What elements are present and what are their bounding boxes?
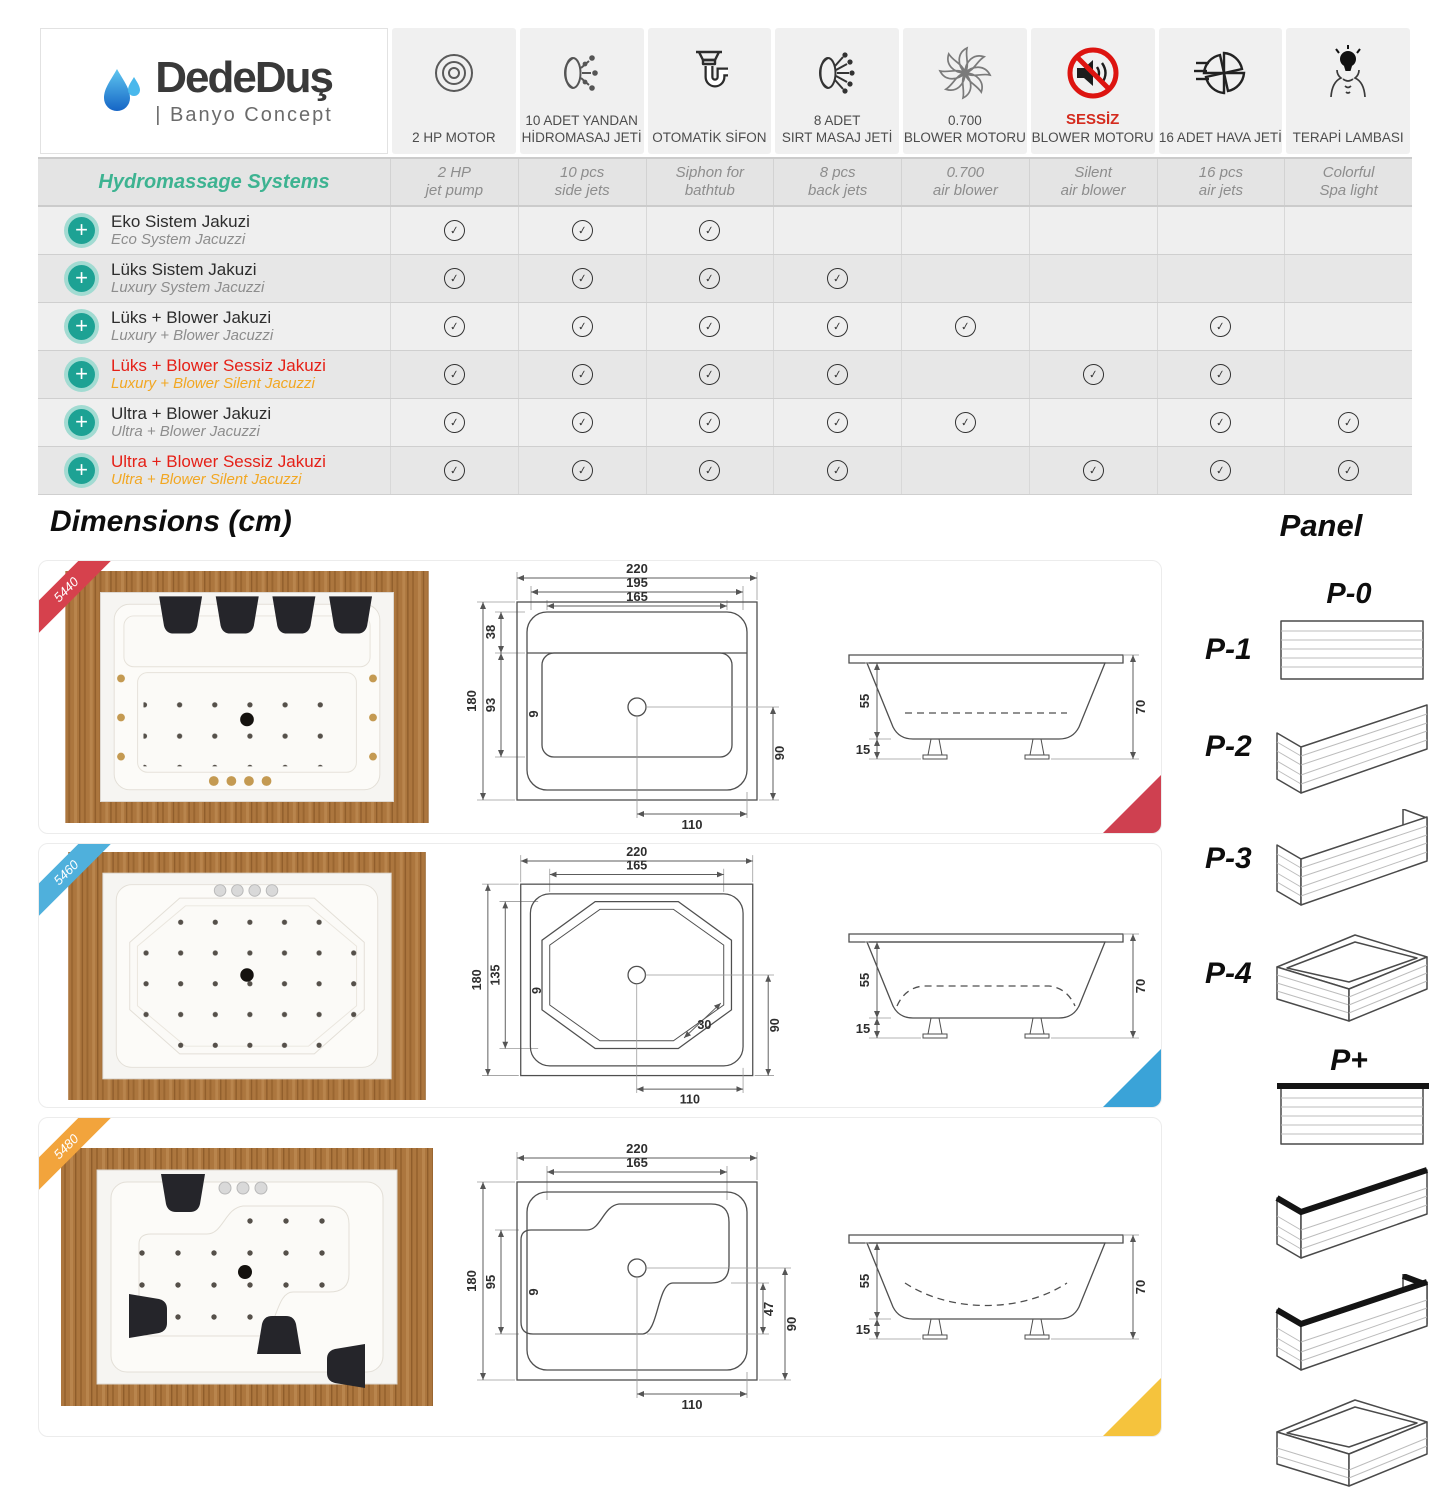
plus-icon	[68, 217, 95, 244]
brand-logo	[40, 28, 388, 154]
table-row	[38, 447, 1412, 495]
check-cell	[901, 399, 1029, 446]
svg-text:70: 70	[1133, 1279, 1148, 1295]
column-label-tr: TERAPİ LAMBASI	[1292, 130, 1404, 146]
product-subname: Ultra + Blower Jacuzzi	[111, 423, 260, 441]
check-cell	[901, 255, 1029, 302]
siphon-icon	[681, 40, 737, 106]
silent-blower-icon	[1065, 40, 1121, 106]
check-icon	[1337, 459, 1361, 483]
check-cell	[646, 255, 774, 302]
check-icon	[443, 363, 467, 387]
svg-text:15: 15	[855, 1322, 871, 1337]
check-icon	[698, 219, 722, 243]
table-row	[38, 207, 1412, 255]
panel-label-p3: P-3	[1205, 842, 1252, 875]
check-icon	[443, 411, 467, 435]
column-label-en: 2 HP jet pump	[390, 159, 518, 205]
check-cell	[390, 207, 518, 254]
panel-option-pplus-flat	[1205, 1080, 1437, 1150]
check-icon	[954, 315, 978, 339]
feature-column-spa-light	[1286, 28, 1410, 154]
panel-label-p1: P-1	[1205, 633, 1252, 666]
feature-column-silent-blower	[1031, 28, 1155, 154]
model-code-ribbon: 5480	[38, 1117, 113, 1194]
table-row	[38, 303, 1412, 351]
check-cell	[390, 303, 518, 350]
check-cell	[1157, 351, 1285, 398]
svg-text:55: 55	[857, 1273, 872, 1289]
check-icon	[698, 267, 722, 291]
column-label-tr: 16 ADET HAVA JETİ	[1158, 130, 1282, 146]
check-cell	[1029, 447, 1157, 494]
check-icon	[570, 459, 594, 483]
plus-icon	[68, 265, 95, 292]
column-label-tr: SESSİZ	[1065, 110, 1120, 128]
column-label-en: Colorful Spa light	[1284, 159, 1412, 205]
check-cell	[518, 399, 646, 446]
panel-flat-shape-plus	[1265, 1080, 1437, 1150]
side-jet-icon	[554, 40, 610, 106]
plus-icon	[68, 313, 95, 340]
product-photo-5480	[61, 1127, 433, 1427]
check-icon	[443, 459, 467, 483]
svg-text:55: 55	[857, 972, 872, 987]
model-code-ribbon: 5440	[38, 560, 113, 637]
check-cell	[1029, 255, 1157, 302]
top-view-drawing-5460	[439, 845, 819, 1106]
column-label-en: 8 pcs back jets	[773, 159, 901, 205]
column-label-tr: 0.700	[947, 112, 982, 128]
check-cell	[646, 207, 774, 254]
check-cell	[390, 351, 518, 398]
check-cell	[518, 303, 646, 350]
svg-text:9: 9	[526, 1288, 541, 1296]
plus-icon	[68, 409, 95, 436]
check-cell	[1029, 303, 1157, 350]
top-view-drawing-5440	[439, 562, 819, 832]
svg-text:70: 70	[1133, 699, 1148, 715]
check-icon	[443, 219, 467, 243]
svg-text:195: 195	[626, 575, 648, 590]
dimension-card-5460	[38, 843, 1162, 1108]
check-cell	[1284, 303, 1412, 350]
check-cell	[1157, 399, 1285, 446]
check-icon	[954, 411, 978, 435]
panel-option-pplus-u	[1205, 1274, 1437, 1374]
check-cell	[1157, 447, 1285, 494]
top-view-drawing-5480	[439, 1123, 819, 1431]
svg-text:95: 95	[483, 1274, 498, 1290]
spa-light-icon	[1320, 40, 1376, 106]
check-cell	[1284, 207, 1412, 254]
feature-column-back-jets	[775, 28, 899, 154]
panel-u-shape-plus	[1265, 1274, 1437, 1374]
column-label-tr: 2 HP MOTOR	[412, 130, 496, 146]
check-icon	[1081, 459, 1105, 483]
check-cell	[1157, 255, 1285, 302]
check-icon	[826, 459, 850, 483]
svg-text:110: 110	[679, 1092, 701, 1106]
plus-icon	[68, 361, 95, 388]
check-cell	[390, 399, 518, 446]
svg-text:165: 165	[626, 589, 648, 604]
svg-text:110: 110	[681, 817, 703, 832]
check-icon	[570, 315, 594, 339]
svg-text:220: 220	[626, 1141, 648, 1156]
svg-text:135: 135	[488, 964, 503, 986]
product-subname: Eco System Jacuzzi	[111, 231, 246, 249]
check-cell	[901, 351, 1029, 398]
check-cell	[518, 255, 646, 302]
feature-table-body	[38, 207, 1412, 495]
column-label-tr: 10 ADET YANDAN	[525, 112, 638, 128]
feature-column-side-jets	[520, 28, 644, 154]
svg-text:55: 55	[857, 693, 872, 709]
feature-table-subheader	[38, 157, 1412, 207]
column-label-en: 16 pcs air jets	[1157, 159, 1285, 205]
panel-option-p2	[1205, 697, 1437, 797]
svg-text:180: 180	[464, 1270, 479, 1292]
check-icon	[826, 411, 850, 435]
panel-u-shape	[1265, 809, 1437, 909]
check-cell	[390, 447, 518, 494]
check-icon	[826, 315, 850, 339]
check-cell	[1284, 351, 1412, 398]
product-subname: Luxury + Blower Jacuzzi	[111, 327, 274, 345]
check-cell	[773, 447, 901, 494]
svg-text:90: 90	[772, 745, 787, 761]
column-label-en: 0.700 air blower	[901, 159, 1029, 205]
product-name: Lüks + Blower Jakuzi	[111, 308, 272, 328]
panel-section	[1205, 508, 1437, 1503]
check-icon	[1209, 315, 1233, 339]
table-row	[38, 351, 1412, 399]
column-label-tr: 8 ADET	[813, 112, 861, 128]
check-cell	[1284, 399, 1412, 446]
panel-label-p2: P-2	[1205, 730, 1252, 763]
side-view-drawing-5460	[821, 876, 1151, 1076]
check-icon	[1337, 411, 1361, 435]
feature-column-air-jets	[1159, 28, 1283, 154]
column-label-tr: OTOMATİK SİFON	[652, 130, 767, 146]
column-label-en: Siphon for bathtub	[646, 159, 774, 205]
panel-label-p0: P-0	[1326, 578, 1372, 610]
product-name: Ultra + Blower Sessiz Jakuzi	[111, 452, 326, 472]
check-cell	[1029, 207, 1157, 254]
check-cell	[773, 351, 901, 398]
panel-option-pplus-l	[1205, 1162, 1437, 1262]
model-code-ribbon: 5460	[38, 843, 113, 920]
dimension-card-5440	[38, 560, 1162, 834]
check-cell	[901, 303, 1029, 350]
feature-table-header	[38, 28, 1412, 154]
product-name: Lüks + Blower Sessiz Jakuzi	[111, 356, 326, 376]
panel-l-shape	[1265, 697, 1437, 797]
product-photo-5440	[61, 571, 433, 823]
svg-text:38: 38	[483, 624, 498, 640]
check-cell	[646, 399, 774, 446]
panel-option-p4	[1205, 921, 1437, 1026]
check-icon	[1209, 411, 1233, 435]
svg-text:30: 30	[697, 1017, 712, 1032]
product-name: Ultra + Blower Jakuzi	[111, 404, 272, 424]
panel-option-pplus-box	[1205, 1386, 1437, 1491]
panel-flat-shape	[1265, 615, 1437, 685]
check-icon	[570, 219, 594, 243]
check-cell	[1029, 399, 1157, 446]
product-subname: Ultra + Blower Silent Jacuzzi	[111, 471, 302, 489]
back-jet-icon	[809, 40, 865, 106]
svg-text:220: 220	[626, 562, 648, 576]
svg-text:180: 180	[470, 968, 485, 990]
check-icon	[1209, 459, 1233, 483]
check-cell	[1029, 351, 1157, 398]
product-name: Eko Sistem Jakuzi	[111, 212, 250, 232]
check-cell	[1157, 207, 1285, 254]
check-cell	[901, 447, 1029, 494]
table-subtitle: Hydromassage Systems	[98, 170, 330, 193]
svg-text:9: 9	[530, 986, 545, 994]
check-cell	[390, 255, 518, 302]
check-cell	[518, 447, 646, 494]
svg-text:9: 9	[526, 710, 541, 718]
blower-icon	[937, 40, 993, 106]
panel-box-shape-plus	[1265, 1386, 1437, 1491]
check-icon	[698, 411, 722, 435]
feature-column-siphon	[648, 28, 772, 154]
check-cell	[646, 447, 774, 494]
check-icon	[826, 363, 850, 387]
svg-text:70: 70	[1133, 978, 1148, 993]
svg-text:165: 165	[626, 1155, 648, 1170]
column-label-tr2: BLOWER MOTORU	[1031, 130, 1154, 146]
side-view-drawing-5440	[821, 597, 1151, 797]
panel-l-shape-plus	[1265, 1162, 1437, 1262]
svg-text:220: 220	[626, 845, 648, 859]
check-cell	[1284, 255, 1412, 302]
check-icon	[570, 363, 594, 387]
check-icon	[1209, 363, 1233, 387]
dimension-cards	[38, 560, 1160, 1446]
water-drop-icon	[95, 65, 143, 117]
check-cell	[773, 399, 901, 446]
svg-text:15: 15	[855, 1020, 871, 1036]
panel-label-p4: P-4	[1205, 956, 1252, 990]
svg-text:15: 15	[855, 742, 871, 757]
plus-icon	[68, 457, 95, 484]
dimensions-title: Dimensions (cm)	[50, 505, 292, 538]
check-cell	[901, 207, 1029, 254]
column-label-tr2: BLOWER MOTORU	[903, 130, 1026, 146]
air-jet-icon	[1192, 40, 1248, 106]
feature-column-blower	[903, 28, 1027, 154]
check-cell	[1157, 303, 1285, 350]
product-name: Lüks Sistem Jakuzi	[111, 260, 257, 280]
column-label-tr2: HİDROMASAJ JETİ	[521, 130, 642, 146]
svg-text:47: 47	[761, 1301, 776, 1317]
panel-title: Panel	[1279, 508, 1363, 543]
check-icon	[570, 267, 594, 291]
panel-option-p1	[1205, 615, 1437, 685]
column-label-en: 10 pcs side jets	[518, 159, 646, 205]
brand-tagline: | Banyo Concept	[155, 103, 333, 126]
dimension-card-5480	[38, 1117, 1162, 1437]
svg-text:110: 110	[681, 1397, 703, 1412]
panel-option-p3	[1205, 809, 1437, 909]
feature-column-jet-pump	[392, 28, 516, 154]
brand-name: DedeDuş	[155, 52, 332, 102]
table-row	[38, 399, 1412, 447]
check-icon	[1081, 363, 1105, 387]
check-icon	[570, 411, 594, 435]
check-icon	[698, 363, 722, 387]
check-cell	[773, 207, 901, 254]
side-view-drawing-5480	[821, 1177, 1151, 1377]
product-photo-5460	[61, 852, 433, 1100]
check-cell	[1284, 447, 1412, 494]
check-cell	[518, 351, 646, 398]
svg-text:93: 93	[483, 697, 498, 713]
column-label-tr2: SIRT MASAJ JETİ	[781, 130, 893, 146]
check-cell	[518, 207, 646, 254]
check-cell	[773, 303, 901, 350]
check-icon	[443, 267, 467, 291]
panel-box-shape	[1265, 921, 1437, 1026]
panel-label-pplus: P+	[1330, 1044, 1368, 1077]
check-cell	[646, 351, 774, 398]
check-cell	[773, 255, 901, 302]
check-icon	[443, 315, 467, 339]
jet-pump-icon	[426, 40, 482, 106]
check-icon	[698, 315, 722, 339]
check-cell	[646, 303, 774, 350]
feature-table	[38, 28, 1412, 495]
table-row	[38, 255, 1412, 303]
product-subname: Luxury + Blower Silent Jacuzzi	[111, 375, 315, 393]
check-icon	[698, 459, 722, 483]
corner-triangle	[1103, 1378, 1161, 1436]
svg-text:90: 90	[784, 1316, 799, 1332]
product-subname: Luxury System Jacuzzi	[111, 279, 265, 297]
svg-text:165: 165	[626, 858, 648, 873]
svg-text:90: 90	[767, 1017, 782, 1032]
column-label-en: Silent air blower	[1029, 159, 1157, 205]
svg-text:180: 180	[464, 690, 479, 712]
check-icon	[826, 267, 850, 291]
